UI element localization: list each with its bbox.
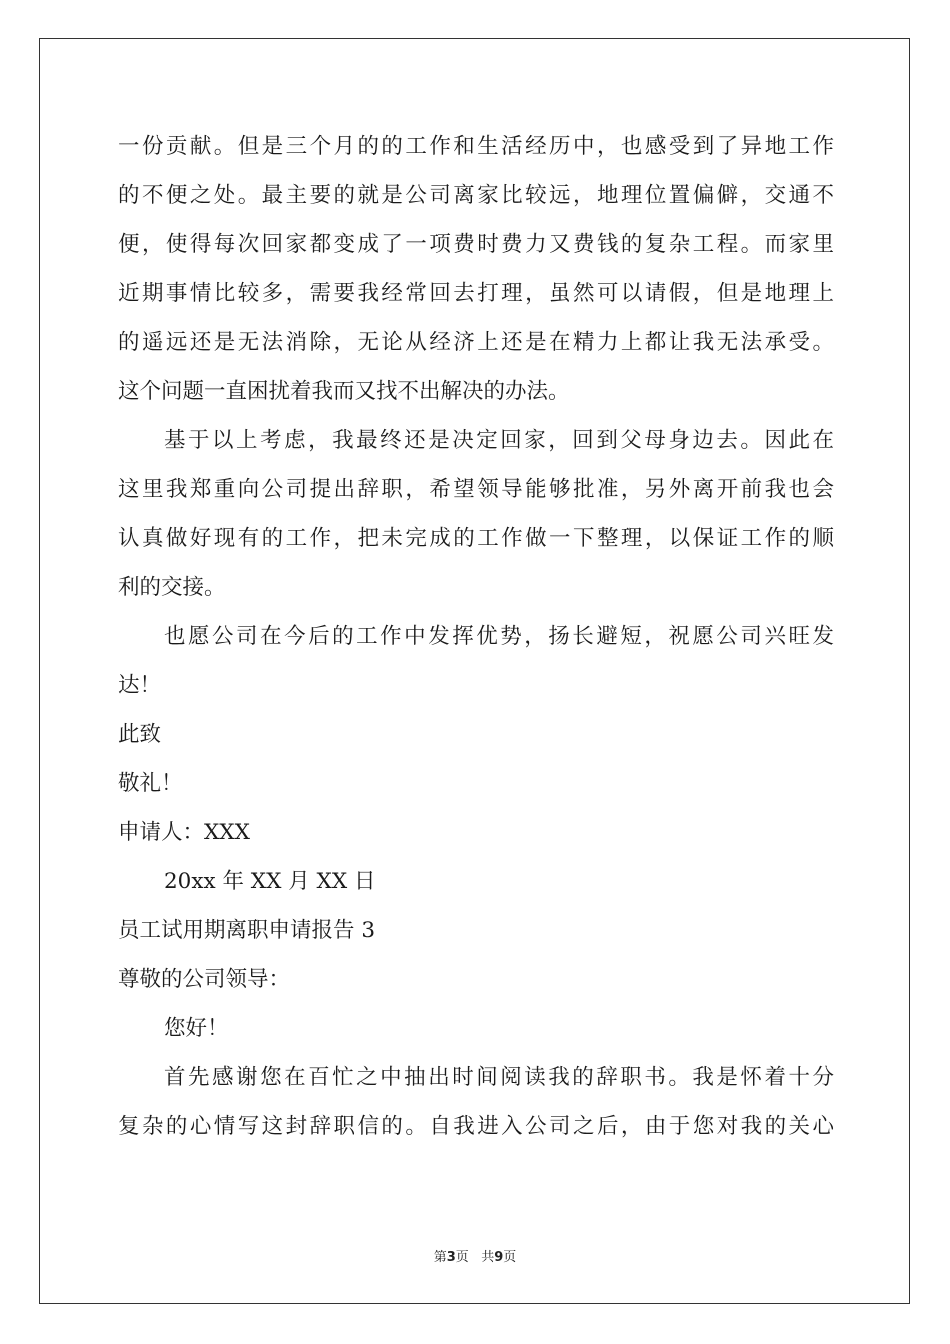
paragraph-first-line: 首先感谢您在百忙之中抽出时间阅读我的辞职书。我是怀着十分: [164, 1065, 834, 1090]
text-line: 的不便之处。最主要的就是公司离家比较远，地理位置偏僻，交通不: [118, 183, 834, 208]
paragraph-first-line: 也愿公司在今后的工作中发挥优势，扬长避短，祝愿公司兴旺发: [164, 624, 834, 649]
greeting-hello: 您好！: [164, 1016, 229, 1041]
page-label-prefix: 第: [433, 1250, 447, 1265]
document-body: [118, 122, 834, 1151]
text-line: 达！: [118, 673, 162, 698]
section-title: 员工试用期离职申请报告 3: [118, 918, 376, 943]
text-line: 利的交接。: [118, 575, 226, 600]
text-line: 复杂的心情写这封辞职信的。自我进入公司之后，由于您对我的关心: [118, 1114, 834, 1139]
page-label-suffix: 页: [455, 1250, 469, 1265]
text-line: 认真做好现有的工作，把未完成的工作做一下整理，以保证工作的顺: [118, 526, 834, 551]
text-line: 近期事情比较多，需要我经常回去打理，虽然可以请假，但是地理上: [118, 281, 834, 306]
text-line: 的遥远还是无法消除，无论从经济上还是在精力上都让我无法承受。: [118, 330, 834, 355]
closing-regards: 敬礼！: [118, 771, 183, 796]
total-label-prefix: 共: [481, 1250, 495, 1265]
total-pages: 9: [494, 1250, 504, 1265]
text-line: 这里我郑重向公司提出辞职，希望领导能够批准，另外离开前我也会: [118, 477, 834, 502]
page-footer: [0, 1246, 950, 1265]
text-line: 这个问题一直困扰着我而又找不出解决的办法。: [118, 379, 570, 404]
total-label-suffix: 页: [503, 1250, 517, 1265]
letter-date: 20xx 年 XX 月 XX 日: [164, 869, 376, 894]
paragraph-first-line: 基于以上考虑，我最终还是决定回家，回到父母身边去。因此在: [164, 428, 834, 453]
text-line: 一份贡献。但是三个月的的工作和生活经历中，也感受到了异地工作: [118, 134, 834, 159]
applicant-signature: 申请人：XXX: [118, 820, 250, 845]
page-number: 3: [446, 1250, 456, 1265]
closing-salutation: 此致: [118, 722, 162, 747]
text-line: 便，使得每次回家都变成了一项费时费力又费钱的复杂工程。而家里: [118, 232, 834, 257]
letter-greeting: 尊敬的公司领导：: [118, 967, 291, 992]
